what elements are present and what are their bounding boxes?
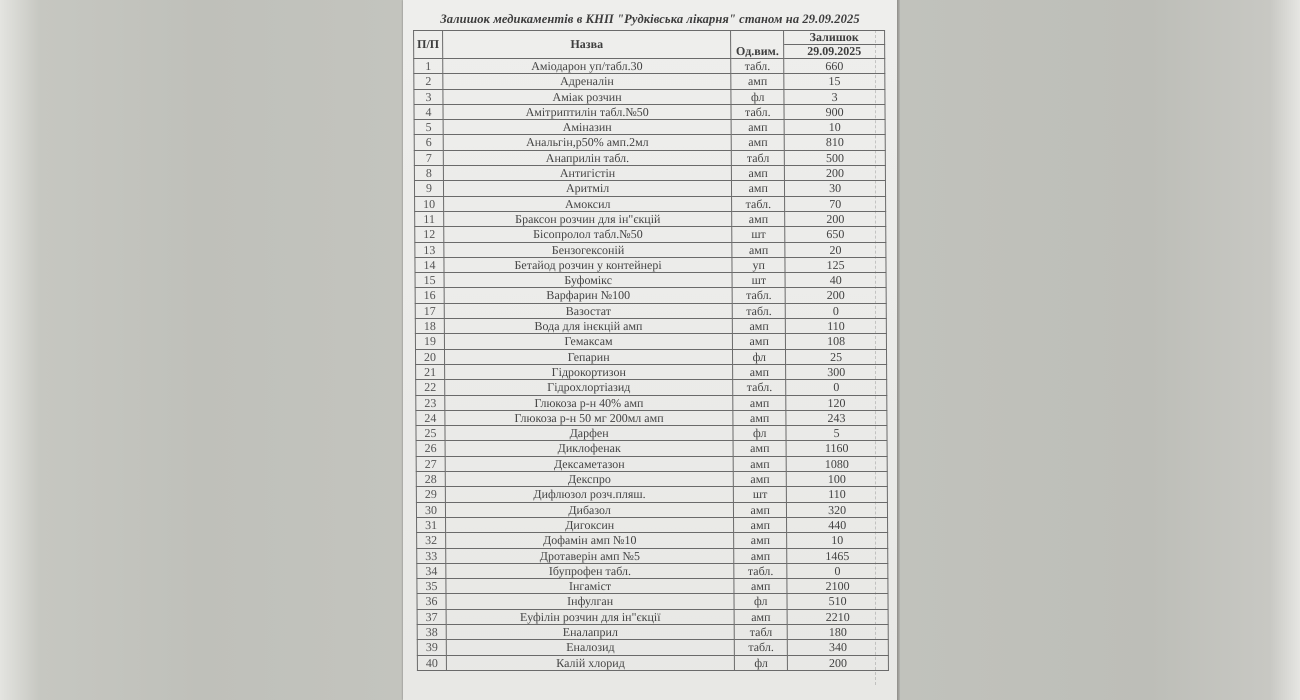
table-row [417, 533, 888, 548]
row-name: Дексаметазон [445, 456, 733, 471]
row-name: Дигоксин [445, 517, 733, 532]
row-quantity: 20 [785, 242, 886, 257]
row-name: Бензогексоній [444, 242, 732, 257]
table-row [417, 548, 888, 563]
row-name: Дротаверін амп №5 [446, 548, 734, 563]
table-row [417, 563, 888, 578]
row-number: 2 [414, 74, 443, 89]
row-name: Амоксил [444, 196, 732, 211]
table-row [414, 166, 885, 181]
row-name: Адреналін [443, 74, 731, 89]
row-name: Ібупрофен табл. [446, 563, 734, 578]
row-number: 28 [416, 472, 445, 487]
row-unit: амп [731, 74, 784, 89]
row-quantity: 1465 [787, 548, 888, 563]
row-number: 8 [414, 166, 443, 181]
row-name: Калій хлорид [446, 655, 734, 670]
row-unit: табл [732, 150, 785, 165]
table-row [417, 517, 888, 532]
table-row [414, 59, 885, 74]
table-row [416, 456, 887, 471]
row-name: Глюкоза р-н 50 мг 200мл амп [445, 410, 733, 425]
row-unit: табл. [732, 288, 785, 303]
row-number: 34 [417, 563, 446, 578]
row-unit: амп [733, 364, 786, 379]
table-row [415, 334, 886, 349]
row-name: Дофамін амп №10 [446, 533, 734, 548]
row-number: 1 [414, 59, 443, 74]
table-row [415, 227, 886, 242]
row-unit: фл [735, 655, 788, 670]
table-row [416, 502, 887, 517]
row-number: 14 [415, 257, 444, 272]
row-unit: табл. [732, 303, 785, 318]
document-title: Залишок медикаментів в КНП "Рудківська лікарня" станом на 29.09.2025 [440, 12, 860, 26]
row-number: 11 [415, 211, 444, 226]
table-row [414, 89, 885, 104]
row-quantity: 200 [785, 166, 886, 181]
row-unit: амп [733, 456, 786, 471]
row-unit: амп [733, 410, 786, 425]
table-row [417, 640, 888, 655]
row-name: Еуфілін розчин для ін"єкції [446, 609, 734, 624]
table-row [414, 104, 885, 119]
row-unit: амп [733, 319, 786, 334]
row-name: Дибазол [445, 502, 733, 517]
row-unit: табл. [732, 196, 785, 211]
row-quantity: 810 [784, 135, 885, 150]
header-number: П/П [414, 31, 443, 59]
row-quantity: 70 [785, 196, 886, 211]
row-name: Браксон розчин для ін"єкцій [444, 211, 732, 226]
row-quantity: 100 [786, 472, 887, 487]
row-quantity: 440 [787, 517, 888, 532]
row-number: 37 [417, 609, 446, 624]
table-row [417, 579, 888, 594]
row-unit: табл [734, 624, 787, 639]
row-unit: амп [731, 120, 784, 135]
row-quantity: 5 [786, 426, 887, 441]
row-unit: уп [732, 257, 785, 272]
header-unit: Од.вим. [731, 45, 784, 59]
row-unit: амп [734, 517, 787, 532]
row-number: 16 [415, 288, 444, 303]
row-name: Гепарин [444, 349, 732, 364]
row-quantity: 30 [785, 181, 886, 196]
row-unit: амп [734, 579, 787, 594]
table-row [417, 594, 888, 609]
row-number: 23 [416, 395, 445, 410]
row-name: Аміодарон уп/табл.30 [443, 59, 731, 74]
row-number: 36 [417, 594, 446, 609]
header-row-top [414, 31, 885, 45]
row-name: Дифлюзол розч.пляш. [445, 487, 733, 502]
table-row [415, 319, 886, 334]
row-quantity: 1160 [786, 441, 887, 456]
row-name: Еналаприл [446, 624, 734, 639]
row-unit: табл. [731, 104, 784, 119]
row-number: 29 [416, 487, 445, 502]
table-row [414, 74, 885, 89]
row-number: 13 [415, 242, 444, 257]
row-number: 32 [417, 533, 446, 548]
table-row [415, 257, 886, 272]
paper-sheet [403, 0, 897, 700]
row-number: 10 [415, 196, 444, 211]
row-quantity: 15 [784, 74, 885, 89]
row-unit: амп [734, 548, 787, 563]
row-unit: амп [734, 609, 787, 624]
row-quantity: 2210 [787, 609, 888, 624]
row-unit: табл. [731, 59, 784, 74]
row-unit: фл [734, 594, 787, 609]
row-number: 35 [417, 579, 446, 594]
row-unit: фл [733, 426, 786, 441]
row-name: Варфарин №100 [444, 288, 732, 303]
table-row [415, 303, 886, 318]
table-body [414, 59, 889, 671]
row-unit: амп [733, 334, 786, 349]
row-unit: амп [734, 472, 787, 487]
row-unit: табл. [734, 563, 787, 578]
row-unit: амп [732, 242, 785, 257]
row-name: Буфомікс [444, 273, 732, 288]
row-unit: табл. [733, 380, 786, 395]
row-quantity: 200 [788, 655, 889, 670]
row-number: 26 [416, 441, 445, 456]
row-quantity: 200 [785, 288, 886, 303]
row-quantity: 180 [787, 624, 888, 639]
row-quantity: 108 [786, 334, 887, 349]
row-name: Аритміл [443, 181, 731, 196]
row-name: Аміак розчин [443, 89, 731, 104]
row-number: 25 [416, 426, 445, 441]
row-number: 33 [417, 548, 446, 563]
row-quantity: 320 [787, 502, 888, 517]
row-number: 20 [415, 349, 444, 364]
row-number: 5 [414, 120, 443, 135]
row-number: 24 [416, 410, 445, 425]
row-number: 4 [414, 104, 443, 119]
row-number: 9 [414, 181, 443, 196]
row-number: 40 [417, 655, 446, 670]
row-unit: табл. [735, 640, 788, 655]
row-quantity: 500 [784, 150, 885, 165]
table-row [416, 472, 887, 487]
row-number: 30 [416, 502, 445, 517]
row-quantity: 40 [785, 273, 886, 288]
header-balance-date: 29.09.2025 [784, 45, 885, 59]
table-row [415, 288, 886, 303]
row-name: Гідрокортизон [445, 364, 733, 379]
table-row [416, 380, 887, 395]
row-number: 38 [417, 624, 446, 639]
row-name: Амітриптилін табл.№50 [443, 104, 731, 119]
table-row [417, 624, 888, 639]
row-quantity: 10 [784, 120, 885, 135]
row-quantity: 0 [785, 303, 886, 318]
row-name: Анаприлін табл. [443, 150, 731, 165]
row-quantity: 25 [786, 349, 887, 364]
row-quantity: 0 [786, 380, 887, 395]
row-name: Бетайод розчин у контейнері [444, 257, 732, 272]
medication-stock-table [413, 30, 889, 671]
row-number: 31 [417, 517, 446, 532]
row-number: 17 [415, 303, 444, 318]
row-quantity: 110 [786, 319, 887, 334]
table-row [416, 487, 887, 502]
row-number: 22 [416, 380, 445, 395]
row-number: 27 [416, 456, 445, 471]
row-quantity: 0 [787, 563, 888, 578]
row-name: Інгаміст [446, 579, 734, 594]
table-row [416, 410, 887, 425]
table-row [414, 135, 885, 150]
row-unit: амп [732, 166, 785, 181]
table-row [416, 426, 887, 441]
table-row [416, 441, 887, 456]
row-number: 6 [414, 135, 443, 150]
row-number: 3 [414, 89, 443, 104]
row-number: 18 [415, 319, 444, 334]
row-name: Дарфен [445, 426, 733, 441]
row-unit: шт [732, 273, 785, 288]
row-quantity: 3 [784, 89, 885, 104]
row-unit: фл [731, 89, 784, 104]
table-row [416, 364, 887, 379]
row-quantity: 10 [787, 533, 888, 548]
table-row [415, 273, 886, 288]
row-name: Аміназин [443, 120, 731, 135]
header-name: Назва [443, 31, 731, 59]
table-row [414, 181, 885, 196]
row-number: 7 [414, 150, 443, 165]
row-unit: амп [733, 441, 786, 456]
row-unit: амп [734, 533, 787, 548]
row-quantity: 1080 [786, 456, 887, 471]
row-name: Глюкоза р-н 40% амп [445, 395, 733, 410]
row-name: Гідрохлортіазид [445, 380, 733, 395]
row-number: 19 [415, 334, 444, 349]
table-row [414, 150, 885, 165]
row-name: Бісопролол табл.№50 [444, 227, 732, 242]
row-unit: фл [733, 349, 786, 364]
row-unit: амп [731, 135, 784, 150]
row-quantity: 900 [784, 104, 885, 119]
row-quantity: 120 [786, 395, 887, 410]
row-quantity: 110 [787, 487, 888, 502]
row-name: Інфулган [446, 594, 734, 609]
row-number: 12 [415, 227, 444, 242]
row-number: 21 [416, 364, 445, 379]
table-row [415, 349, 886, 364]
row-name: Диклофенак [445, 441, 733, 456]
row-quantity: 340 [787, 640, 888, 655]
table-row [417, 609, 888, 624]
table-row [417, 655, 888, 670]
row-unit: амп [732, 181, 785, 196]
row-unit: амп [732, 211, 785, 226]
row-name: Еналозид [446, 640, 734, 655]
row-quantity: 650 [785, 227, 886, 242]
row-name: Вазостат [444, 303, 732, 318]
header-unit-blank [731, 31, 784, 45]
row-quantity: 660 [784, 59, 885, 74]
row-unit: шт [734, 487, 787, 502]
row-quantity: 200 [785, 211, 886, 226]
row-quantity: 125 [785, 257, 886, 272]
table-row [416, 395, 887, 410]
row-name: Декспро [445, 472, 733, 487]
row-name: Гемаксам [444, 334, 732, 349]
table-row [415, 196, 886, 211]
row-name: Антигістін [443, 166, 731, 181]
row-quantity: 510 [787, 594, 888, 609]
table-row [415, 211, 886, 226]
row-name: Анальгін,р50% амп.2мл [443, 135, 731, 150]
row-quantity: 300 [786, 364, 887, 379]
row-number: 15 [415, 273, 444, 288]
table-row [415, 242, 886, 257]
row-number: 39 [417, 640, 446, 655]
row-unit: амп [734, 502, 787, 517]
table-row [414, 120, 885, 135]
header-balance: Залишок [784, 31, 885, 45]
row-quantity: 243 [786, 410, 887, 425]
row-unit: шт [732, 227, 785, 242]
row-quantity: 2100 [787, 579, 888, 594]
row-name: Вода для інєкцій амп [444, 319, 732, 334]
row-unit: амп [733, 395, 786, 410]
